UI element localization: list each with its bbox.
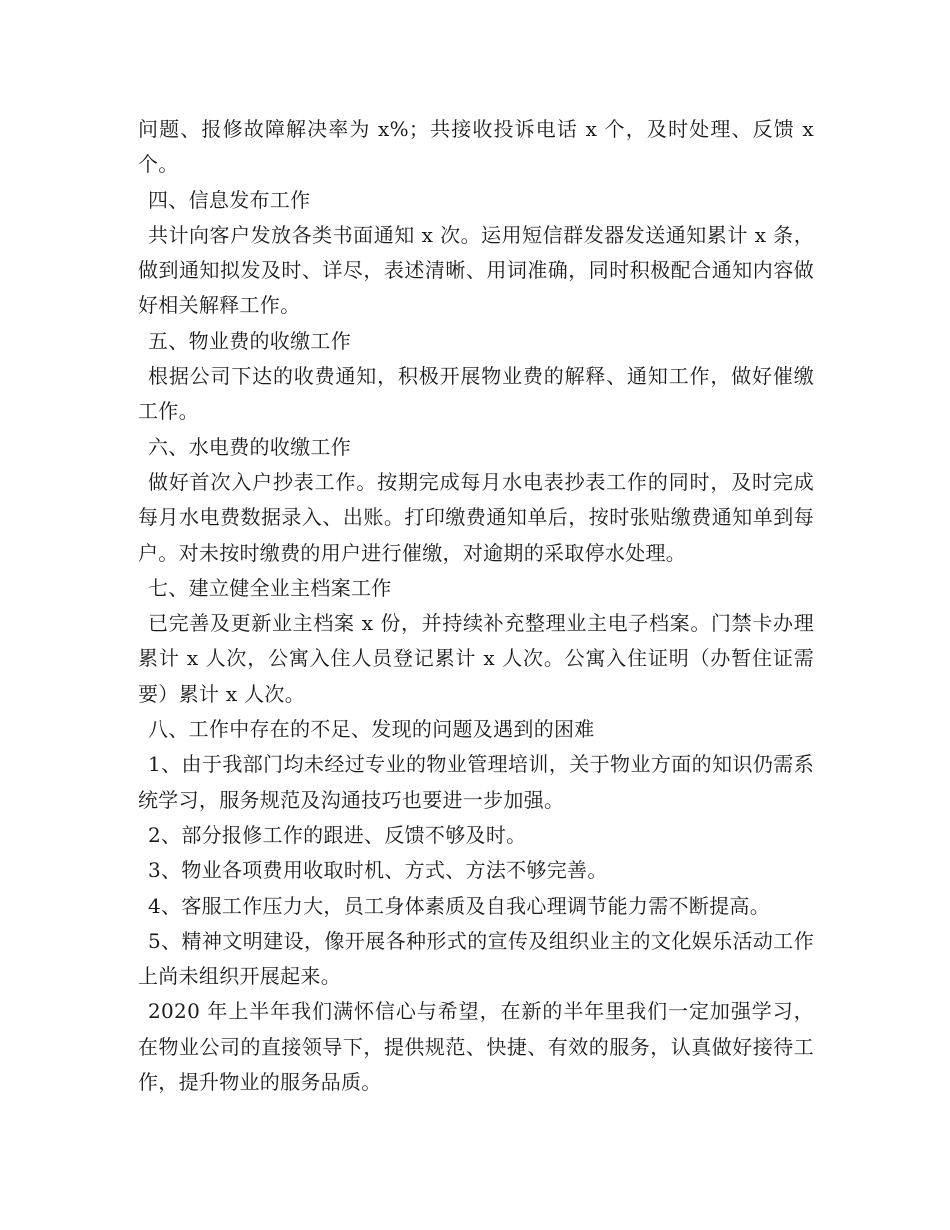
paragraph-complaints-stats: 问题、报修故障解决率为 x%；共接收投诉电话 x 个，及时处理、反馈 x 个。 [138,117,814,177]
heading-section-5: 五、物业费的收缴工作 [148,328,351,353]
paragraph-info-release: 共计向客户发放各类书面通知 x 次。运用短信群发器发送通知累计 x 条，做到通知拟发及时、详尽，表述清晰、用词准确，同时积极配合通知内容做好相关解释工作。 [138,222,814,318]
paragraph-utility-fee: 做好首次入户抄表工作。按期完成每月水电表抄表工作的同时，及时完成每月水电费数据录入、出账。打印缴费通知单后，按时张贴缴费通知单到每户。对未按时缴费的用户进行催缴，对逾期的采取停水处理。 [138,469,814,565]
list-item-problem-3: 3、物业各项费用收取时机、方式、方法不够完善。 [148,858,608,883]
heading-section-7: 七、建立健全业主档案工作 [148,575,392,600]
list-item-problem-5: 5、精神文明建设，像开展各种形式的宣传及组织业主的文化娱乐活动工作上尚未组织开展起来。 [138,928,814,989]
paragraph-conclusion: 2020 年上半年我们满怀信心与希望，在新的半年里我们一定加强学习，在物业公司的直接领导下，提供规范、快捷、有效的服务，认真做好接待工作，提升物业的服务品质。 [138,999,814,1095]
heading-section-4: 四、信息发布工作 [148,187,311,212]
paragraph-owner-archives: 已完善及更新业主档案 x 份，并持续补充整理业主电子档案。门禁卡办理累计 x 人次，公寓入住人员登记累计 x 人次。公寓入住证明（办暂住证需要）累计 x 人次。 [138,611,814,706]
heading-section-6: 六、水电费的收缴工作 [148,434,351,459]
document-page [138,112,814,1100]
list-item-problem-1: 1、由于我部门均未经过专业的物业管理培训，关于物业方面的知识仍需系统学习，服务规范及沟通技巧也要进一步加强。 [138,752,814,812]
list-item-problem-4: 4、客服工作压力大，员工身体素质及自我心理调节能力需不断提高。 [148,893,771,918]
list-item-problem-2: 2、部分报修工作的跟进、反馈不够及时。 [148,822,527,847]
heading-section-8: 八、工作中存在的不足、发现的问题及遇到的困难 [148,717,595,742]
paragraph-property-fee: 根据公司下达的收费通知，积极开展物业费的解释、通知工作，做好催缴工作。 [138,364,814,424]
